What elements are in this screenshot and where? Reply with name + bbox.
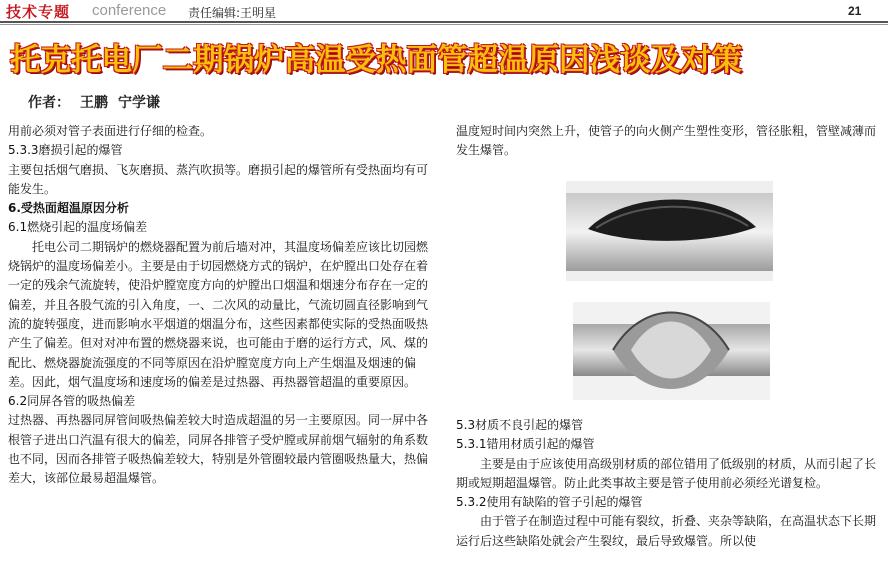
paragraph: 温度短时间内突然上升，使管子的向火侧产生塑性变形，管径胀粗，管壁减薄而发生爆管。: [456, 124, 877, 158]
subsection-heading: 5.3.2使用有缺陷的管子引起的爆管: [456, 495, 643, 510]
subsection-heading: 6.1燃烧引起的温度场偏差: [8, 220, 148, 235]
paragraph: 托电公司二期锅炉的燃烧器配置为前后墙对冲，其温度场偏差应该比切园燃烧锅炉的温度场偏差小。主要是由于切园燃烧方式的锅炉，在炉膛出口处存在着一定的残余气流旋转，使沿炉膛宽度方向的炉膛出口烟温和烟速分布存在一定的偏差，并且各股气流的引入角度，一、二次风的动量比，气流切圆直径影响到气流的旋转强度，进而影响水平烟道的烟温分布，这些因素都使实际的受热面吸热产生了偏差。但对对冲布置的燃烧器来说，也可能由于磨的运行方式，风、煤的配比、燃烧器旋流强度的不同等原因在沿炉膛宽度方向上产生烟温及烟速的偏差。因此，烟气温度场和速度场的偏差是过热器、再热器管超温的重要原因。: [8, 239, 429, 389]
right-column-top: [456, 122, 882, 161]
author-name: 王鹏: [80, 95, 108, 111]
page-number: 21: [848, 4, 862, 18]
section-title: 技术专题: [6, 3, 71, 21]
paragraph: 过热器、再热器同屏管间吸热偏差较大时造成超温的另一主要原因。同一屏中各根管子进出口汽温有很大的偏差，同屏各排管子受炉膛或屏前烟气辐射的角系数也不同，因而各排管子吸热偏差较大，特别是外管圈较最内管圈吸热量大，热偏差大，该部位最易超温爆管。: [8, 413, 429, 486]
editor-credit: 责任编辑:王明星: [188, 6, 277, 20]
right-column-bottom: [456, 416, 882, 551]
section-heading: 6.受热面超温原因分析: [8, 201, 129, 216]
author-name: 宁学谦: [118, 95, 160, 111]
subsection-heading: 6.2同屏各管的吸热偏差: [8, 394, 136, 409]
section-subtitle: conference: [92, 2, 167, 19]
header-rule-thin: [0, 24, 888, 25]
subsection-heading: 5.3材质不良引起的爆管: [456, 418, 584, 432]
paragraph: 主要是由于应该使用高级别材质的部位错用了低级别的材质，从而引起了长期或短期超温爆管。防止此类事故主要是管子使用前必须经光谱复检。: [456, 456, 877, 490]
burst-tube-photo-1: [566, 181, 773, 281]
burst-tube-photo-2: [573, 302, 770, 400]
page-header: [0, 0, 888, 22]
paragraph: 主要包括烟气磨损、飞灰磨损、蒸汽吹损等。磨损引起的爆管所有受热面均有可能发生。: [8, 162, 429, 196]
subsection-heading: 5.3.1错用材质引起的爆管: [456, 437, 595, 452]
header-rule: [0, 21, 888, 23]
author-line: [28, 92, 170, 112]
author-label: 作者：: [28, 95, 70, 111]
subsection-heading: 5.3.3磨损引起的爆管: [8, 143, 123, 158]
paragraph: 用前必须对管子表面进行仔细的检查。: [8, 124, 213, 138]
paragraph: 由于管子在制造过程中可能有裂纹，折叠、夹杂等缺陷，在高温状态下长期运行后这些缺陷处就会产生裂纹，最后导致爆管。所以使: [456, 514, 877, 548]
article-title: 托克托电厂二期锅炉高温受热面管超温原因浅谈及对策: [10, 43, 742, 78]
left-column: [8, 122, 433, 489]
